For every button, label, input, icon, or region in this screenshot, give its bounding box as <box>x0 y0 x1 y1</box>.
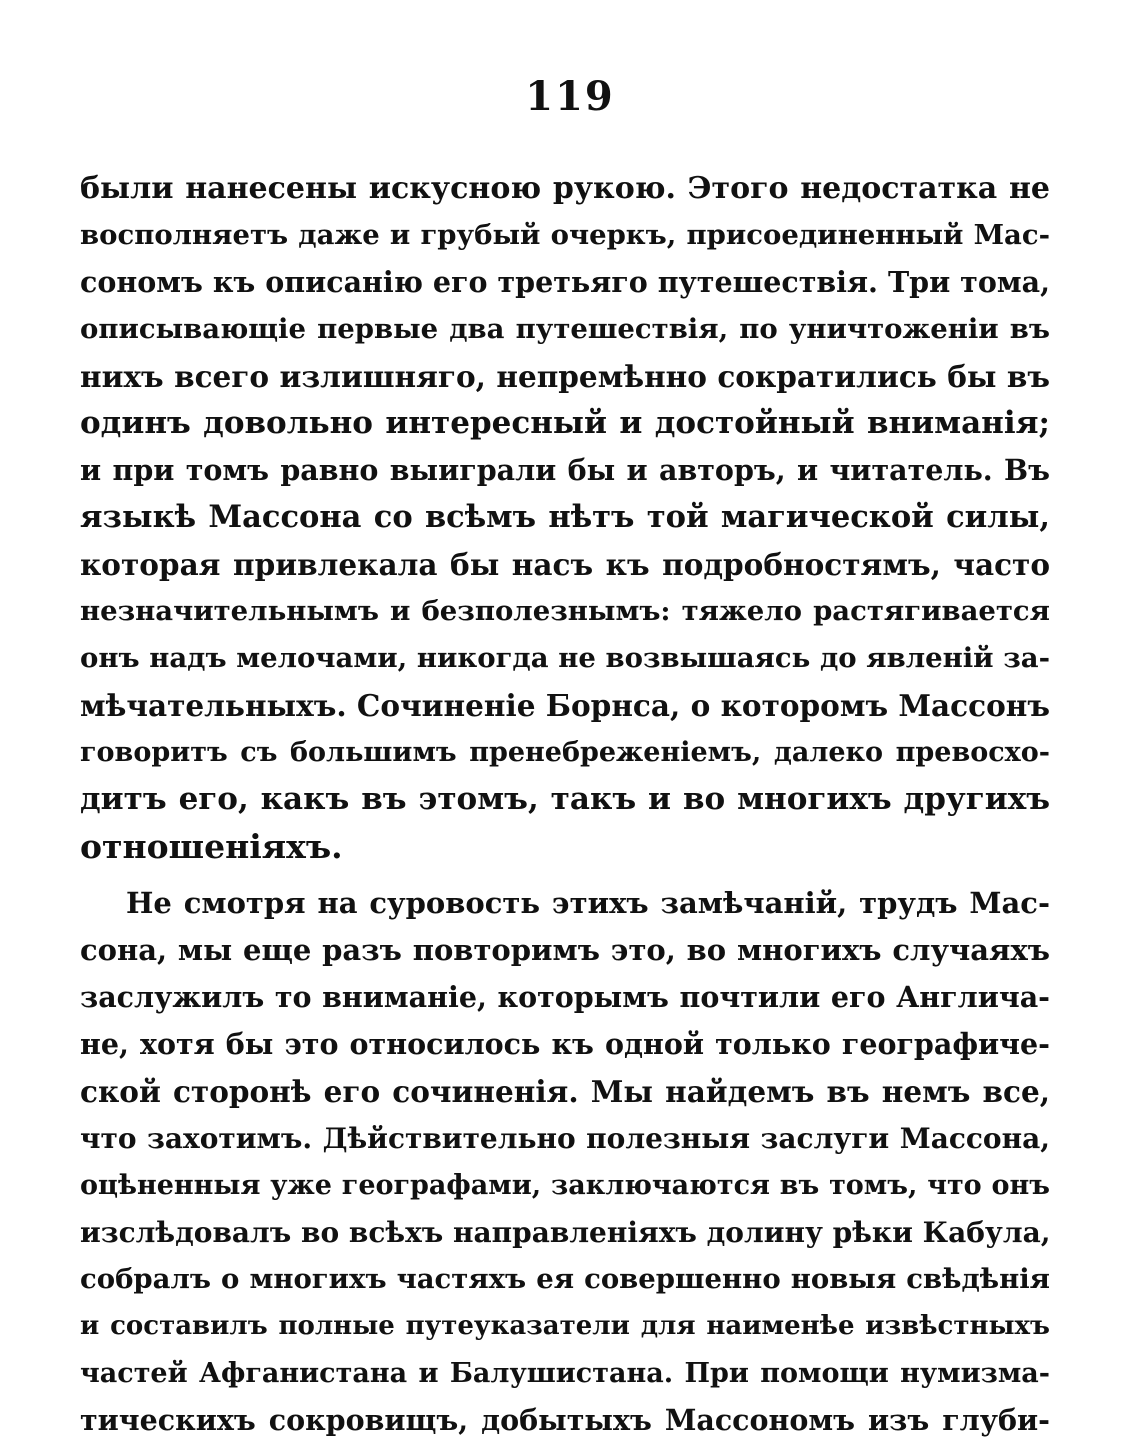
text-line: описывающіе первые два путешествія, по уничтоженіи въ <box>80 313 1050 345</box>
text-line: незначительнымъ и безполезнымъ: тяжело растягивается <box>80 595 1050 627</box>
text-line: нихъ всего излишняго, непремѣнно сократились бы въ <box>80 359 1050 394</box>
page-number: 119 <box>525 73 615 120</box>
text-line: оцѣненныя уже географами, заключаются въ томъ, что онъ <box>80 1170 1050 1201</box>
text-line: дитъ его, какъ въ этомъ, такъ и во многихъ другихъ <box>80 781 1050 817</box>
text-line: которая привлекала бы насъ къ подробностямъ, часто <box>80 547 1050 582</box>
text-line: тическихъ сокровищъ, добытыхъ Массономъ изъ глуби- <box>80 1403 1050 1437</box>
body-text <box>80 165 1050 1444</box>
text-line: собралъ о многихъ частяхъ ея совершенно новыя свѣдѣнія <box>80 1263 1050 1295</box>
text-line: онъ надъ мелочами, никогда не возвышаясь до явленій за- <box>80 642 1050 674</box>
text-line: восполняетъ даже и грубый очеркъ, присоединенный Мас- <box>80 219 1050 251</box>
text-line: изслѣдовалъ во всѣхъ направленіяхъ долину рѣки Кабула, <box>80 1216 1050 1249</box>
text-line: и составилъ полные путеуказатели для наименѣе извѣстныхъ <box>80 1311 1050 1341</box>
text-line: языкѣ Массона со всѣмъ нѣтъ той магической силы, <box>80 499 1050 535</box>
text-line: мѣчательныхъ. Сочиненіе Борнса, о которомъ Массонъ <box>80 688 1050 723</box>
text-line: были нанесены искусною рукою. Этого недостатка не <box>80 171 1050 206</box>
text-line: ской сторонѣ его сочиненія. Мы найдемъ въ немъ все, <box>80 1074 1050 1109</box>
text-line: что захотимъ. Дѣйствительно полезныя заслуги Массона, <box>80 1122 1050 1155</box>
text-line: частей Афганистана и Балушистана. При помощи нумизма- <box>80 1358 1050 1389</box>
text-line: сономъ къ описанію его третьяго путешествія. Три тома, <box>80 265 1050 299</box>
text-line: Не смотря на суровость этихъ замѣчаній, трудъ Мас- <box>126 886 1050 920</box>
paragraph-2 <box>80 880 1050 1444</box>
text-line: заслужилъ то вниманіе, которымъ почтили его Англича- <box>80 980 1050 1014</box>
text-line: и при томъ равно выиграли бы и авторъ, и читатель. Въ <box>80 453 1050 487</box>
text-line: не, хотя бы это относилось къ одной только географиче- <box>80 1027 1050 1061</box>
paragraph-gap <box>80 870 1050 880</box>
paragraph-1 <box>80 165 1050 870</box>
text-line: сона, мы еще разъ повторимъ это, во многихъ случаяхъ <box>80 933 1050 967</box>
text-line: отношеніяхъ. <box>80 827 343 866</box>
text-line: одинъ довольно интересный и достойный вниманія; <box>80 405 1050 441</box>
text-line: говоритъ съ большимъ пренебреженіемъ, далеко превосхо- <box>80 737 1050 768</box>
